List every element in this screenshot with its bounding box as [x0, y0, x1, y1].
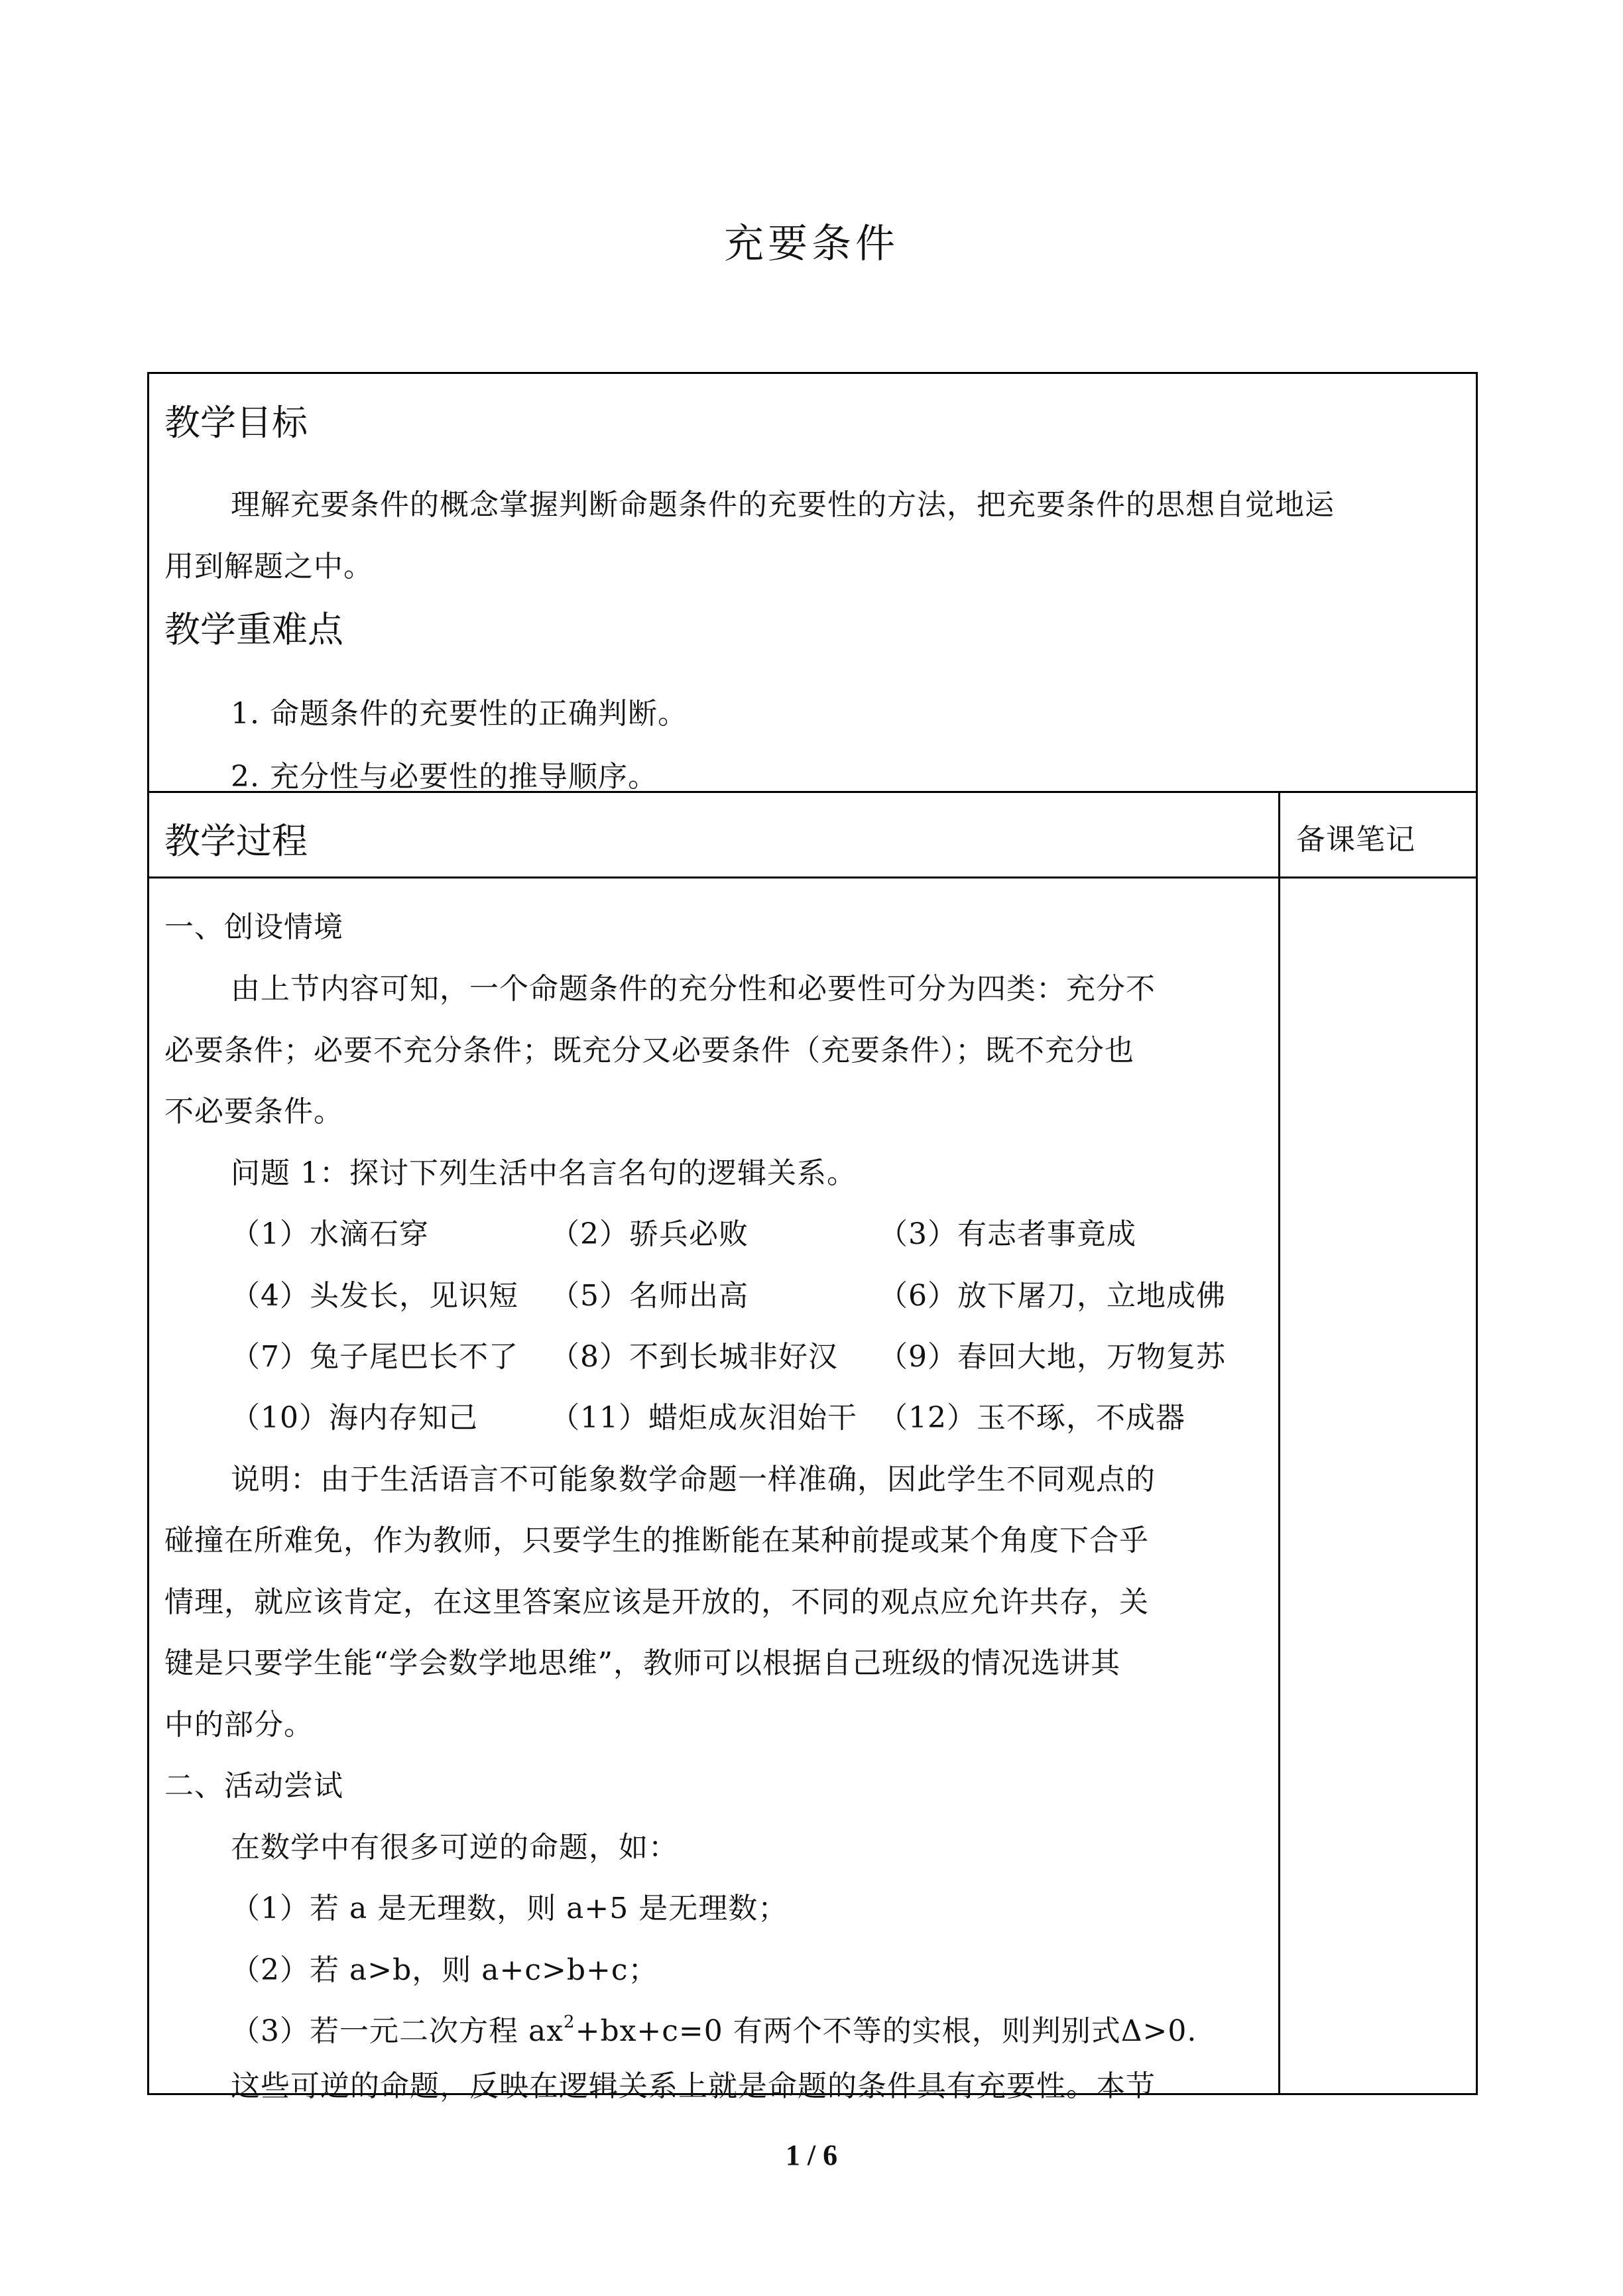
proverb-item: （3）有志者事竟成: [878, 1217, 1136, 1251]
proverb-item: （8）不到长城非好汉: [550, 1340, 838, 1374]
example-3-exponent: 2: [564, 2012, 575, 2032]
example-3-before: （3）若一元二次方程 ax: [231, 2014, 564, 2048]
section-1-intro-line: 由上节内容可知，一个命题条件的充分性和必要性可分为四类：充分不: [231, 972, 1156, 1006]
example-1: （1）若 a 是无理数，则 a+5 是无理数；: [231, 1892, 788, 1925]
proverb-item: （2）骄兵必败: [550, 1217, 749, 1251]
objectives-heading: 教学目标: [164, 402, 308, 444]
document-title: 充要条件: [724, 221, 899, 267]
section-2-title: 二、活动尝试: [164, 1769, 343, 1803]
note-line: 说明：由于生活语言不可能象数学命题一样准确，因此学生不同观点的: [231, 1463, 1156, 1496]
proverb-item: （5）名师出高: [550, 1279, 749, 1313]
key-point-item: 1. 命题条件的充要性的正确判断。: [231, 697, 688, 731]
proverb-item: （7）兔子尾巴长不了: [231, 1340, 518, 1374]
column-divider: [1278, 791, 1280, 2095]
section-1-title: 一、创设情境: [164, 910, 343, 944]
proverb-item: （4）头发长，见识短: [231, 1279, 518, 1313]
section-1-intro-line: 必要条件；必要不充分条件；既充分又必要条件（充要条件）；既不充分也: [164, 1034, 1134, 1067]
note-line: 情理，就应该肯定，在这里答案应该是开放的，不同的观点应允许共存，关: [164, 1585, 1149, 1619]
key-point-item: 2. 充分性与必要性的推导顺序。: [231, 760, 658, 794]
notes-heading: 备课笔记: [1296, 823, 1415, 857]
note-line: 碰撞在所难免，作为教师，只要学生的推断能在某种前提或某个角度下合乎: [164, 1524, 1149, 1557]
proverb-item: （12）玉不琢，不成器: [878, 1401, 1185, 1435]
section-2-closing: 这些可逆的命题，反映在逻辑关系上就是命题的条件具有充要性。本节: [231, 2069, 1156, 2103]
question-1: 问题 1：探讨下列生活中名言名句的逻辑关系。: [231, 1156, 857, 1190]
proverb-item: （1）水滴石穿: [231, 1217, 429, 1251]
proverb-item: （6）放下屠刀，立地成佛: [878, 1279, 1226, 1313]
key-points-heading: 教学重难点: [164, 609, 343, 650]
objectives-line-1: 理解充要条件的概念掌握判断命题条件的充要性的方法，把充要条件的思想自觉地运: [231, 488, 1335, 522]
example-3: [231, 2007, 1197, 2049]
section-1-intro-line: 不必要条件。: [164, 1095, 343, 1128]
note-line: 键是只要学生能“学会数学地思维”，教师可以根据自己班级的情况选讲其: [164, 1646, 1120, 1680]
process-heading: 教学过程: [164, 820, 308, 862]
example-3-after: +bx+c=0 有两个不等的实根，则判别式Δ>0.: [575, 2014, 1197, 2048]
page-number: 1 / 6: [785, 2139, 838, 2171]
proverb-item: （11）蜡炬成灰泪始干: [550, 1401, 857, 1435]
proverb-item: （10）海内存知己: [231, 1401, 478, 1435]
section-2-intro: 在数学中有很多可逆的命题，如：: [231, 1831, 678, 1864]
objectives-line-2: 用到解题之中。: [164, 550, 373, 583]
note-line: 中的部分。: [164, 1708, 314, 1742]
example-2: （2）若 a>b，则 a+c>b+c；: [231, 1953, 658, 1987]
proverb-item: （9）春回大地，万物复苏: [878, 1340, 1226, 1374]
